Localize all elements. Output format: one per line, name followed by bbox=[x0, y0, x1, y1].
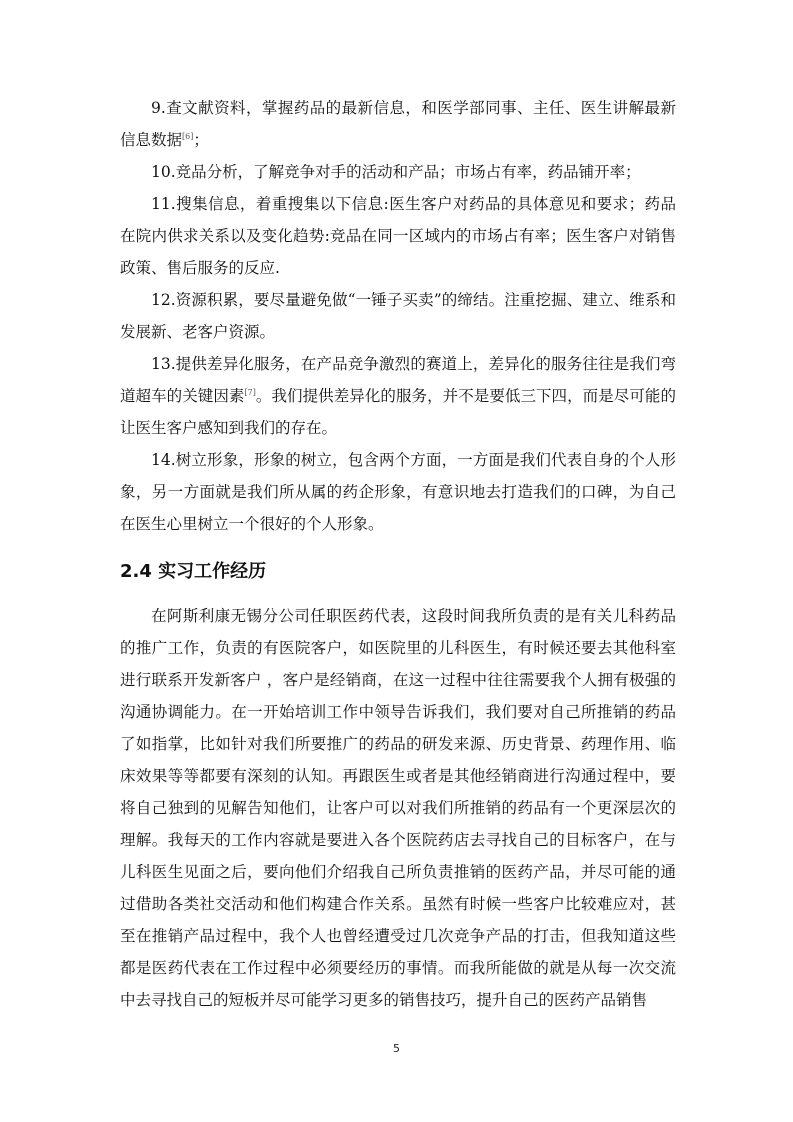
item-text: 9.查文献资料，掌握药品的最新信息，和医学部同事、主任、医生讲解最新信息数据 bbox=[120, 99, 676, 149]
item-text: 13.提供差异化服务，在产品竞争激烈的赛道上，差异化的服务往往是我们弯道超车的关键因素 bbox=[120, 355, 676, 405]
list-item bbox=[120, 284, 676, 348]
list-item bbox=[120, 188, 676, 284]
citation-ref[interactable]: [6] bbox=[182, 131, 194, 141]
page-body bbox=[120, 92, 676, 1016]
item-text: 11.搜集信息，着重搜集以下信息:医生客户对药品的具体意见和要求；药品在院内供求关系以及变化趋势:竞品在同一区域内的市场占有率；医生客户对销售政策、售后服务的反应. bbox=[120, 195, 676, 277]
list-item bbox=[120, 348, 676, 444]
item-text: 12.资源积累，要尽量避免做“一锤子买卖”的缔结。注重挖掘、建立、维系和发展新、老客户资源。 bbox=[120, 291, 676, 341]
list-item bbox=[120, 92, 676, 156]
list-item bbox=[120, 156, 676, 188]
section-heading: 2.4 实习工作经历 bbox=[120, 561, 267, 582]
section-paragraph: 在阿斯利康无锡分公司任职医药代表，这段时间我所负责的是有关儿科药品的推广工作，负责的有医院客户，如医院里的儿科医生，有时候还要去其他科室进行联系开发新客户 ，客户是经销商，在这一过程中往往需要我个人拥有极强的沟通协调能力。在一开始培训工作中领导告诉我们，我们要对自己所推销的药品了如指掌，比如针对我们所要推广的药品的研发来源、历史背景、药理作用、临床效果等等都要有深刻的认知。再跟医生或者是其他经销商进行沟通过程中，要将自己独到的见解告知他们，让客户可以对我们所推销的药品有一个更深层次的理解。我每天的工作内容就是要进入各个医院药店去寻找自己的目标客户，在与儿科医生见面之后，要向他们介绍我自己所负责推销的医药产品，并尽可能的通过借助各类社交活动和他们构建合作关系。虽然有时候一些客户比较难应对，甚至在推销产品过程中，我个人也曾经遭受过几次竞争产品的打击，但我知道这些都是医药代表在工作过程中必须要经历的事情。而我所能做的就是从每一次交流中去寻找自己的短板并尽可能学习更多的销售技巧，提升自己的医药产品销售 bbox=[120, 607, 676, 1009]
item-text: 14.树立形象，形象的树立，包含两个方面，一方面是我们代表自身的个人形象，另一方面就是我们所从属的药企形象，有意识地去打造我们的口碑，为自己在医生心里树立一个很好的个人形象。 bbox=[120, 451, 676, 533]
item-text: 10.竞品分析，了解竞争对手的活动和产品；市场占有率，药品铺开率； bbox=[151, 163, 641, 181]
citation-ref[interactable]: [7] bbox=[244, 387, 256, 397]
item-text-tail: ； bbox=[193, 131, 209, 149]
page-number: 5 bbox=[393, 1042, 400, 1055]
list-item bbox=[120, 444, 676, 540]
item-text-tail: 。我们提供差异化的服务，并不是要低三下四，而是尽可能的让医生客户感知到我们的存在。 bbox=[120, 387, 676, 437]
